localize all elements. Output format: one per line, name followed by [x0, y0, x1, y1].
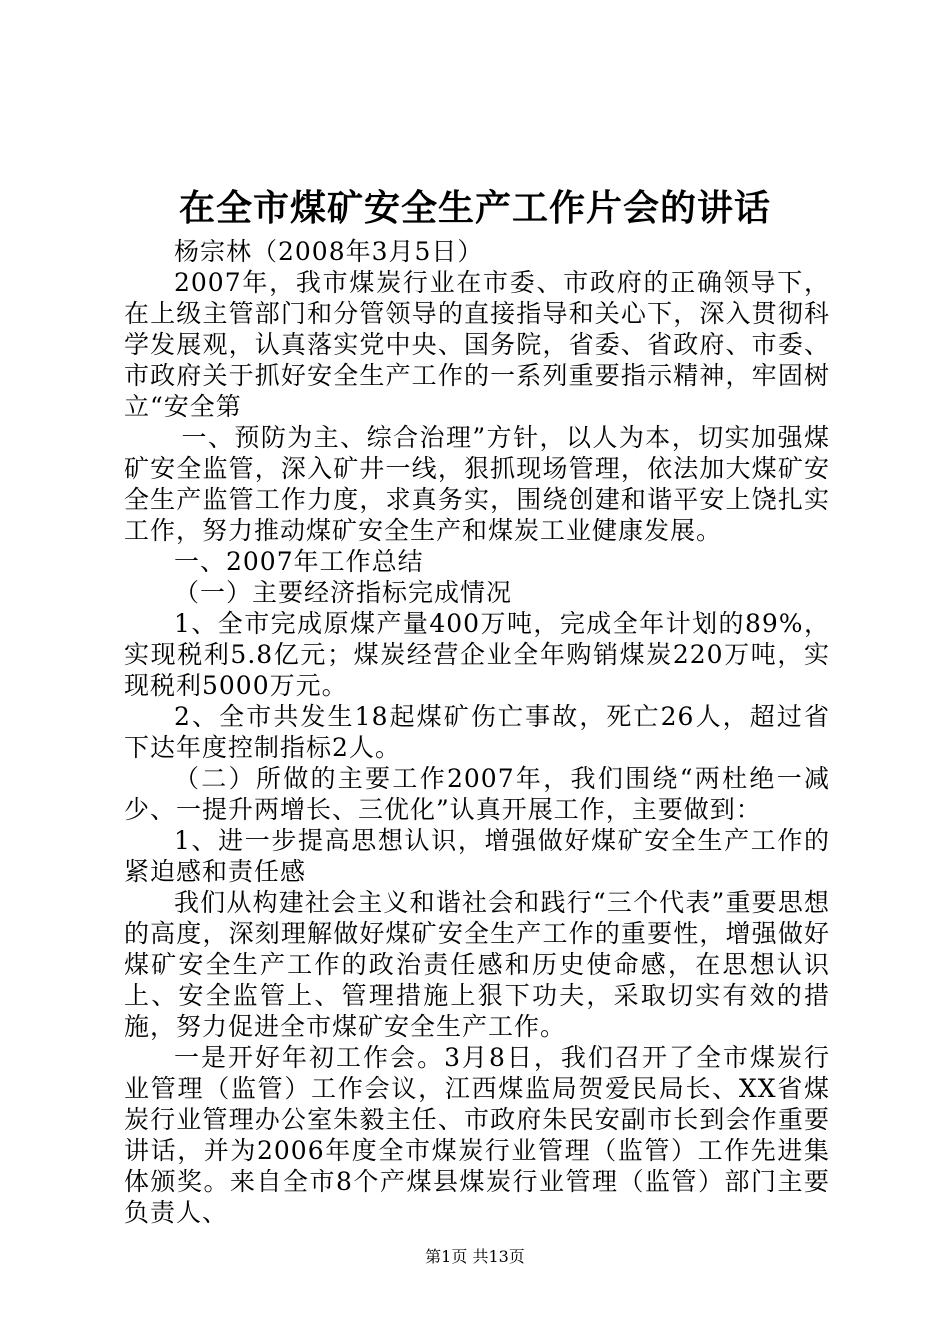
section-heading: 一、2007年工作总结	[174, 547, 424, 576]
body-paragraph: 2、全市共发生18起煤矿伤亡事故，死亡26人，超过省下达年度控制指标2人。	[124, 702, 830, 762]
body-paragraph: 1、进一步提高思想认识，增强做好煤矿安全生产工作的紧迫感和责任感	[124, 826, 830, 886]
body-paragraph: 一、预防为主、综合治理”方针，以人为本，切实加强煤矿安全监管，深入矿井一线，狠抓现场管理，依法加大煤矿安全生产监管工作力度，求真务实，围绕创建和谐平安上饶扎实工作，努力推动煤矿安全生产和煤炭工业健康发展。	[124, 423, 830, 545]
subsection-heading: （一）主要经济指标完成情况	[174, 578, 513, 607]
body-paragraph: 1、全市完成原煤产量400万吨，完成全年计划的89%，实现税利5.8亿元；煤炭经营企业全年购销煤炭220万吨，实现税利5000万元。	[124, 609, 830, 700]
document-body	[124, 236, 830, 1228]
body-paragraph: （二）所做的主要工作2007年，我们围绕“两杜绝一减少、一提升两增长、三优化”认真开展工作，主要做到：	[124, 764, 830, 824]
page-footer: 第1页 共13页	[425, 1247, 525, 1266]
author-date-line: 杨宗林（2008年3月5日）	[174, 237, 484, 266]
body-paragraph: 我们从构建社会主义和谐社会和践行“三个代表”重要思想的高度，深刻理解做好煤矿安全生产工作的重要性，增强做好煤矿安全生产工作的政治责任感和历史使命感，在思想认识上、安全监管上、管理措施上狠下功夫，采取切实有效的措施，努力促进全市煤矿安全生产工作。	[124, 888, 830, 1041]
body-paragraph: 一是开好年初工作会。3月8日，我们召开了全市煤炭行业管理（监管）工作会议，江西煤监局贺爱民局长、XX省煤炭行业管理办公室朱毅主任、市政府朱民安副市长到会作重要讲话，并为2006年度全市煤炭行业管理（监管）工作先进集体颁奖。来自全市8个产煤县煤炭行业管理（监管）部门主要负责人、	[124, 1043, 830, 1227]
document-title: 在全市煤矿安全生产工作片会的讲话	[178, 187, 771, 229]
body-paragraph: 2007年，我市煤炭行业在市委、市政府的正确领导下，在上级主管部门和分管领导的直接指导和关心下，深入贯彻科学发展观，认真落实党中央、国务院，省委、省政府、市委、市政府关于抓好安全生产工作的一系列重要指示精神，牢固树立“安全第	[124, 268, 830, 421]
